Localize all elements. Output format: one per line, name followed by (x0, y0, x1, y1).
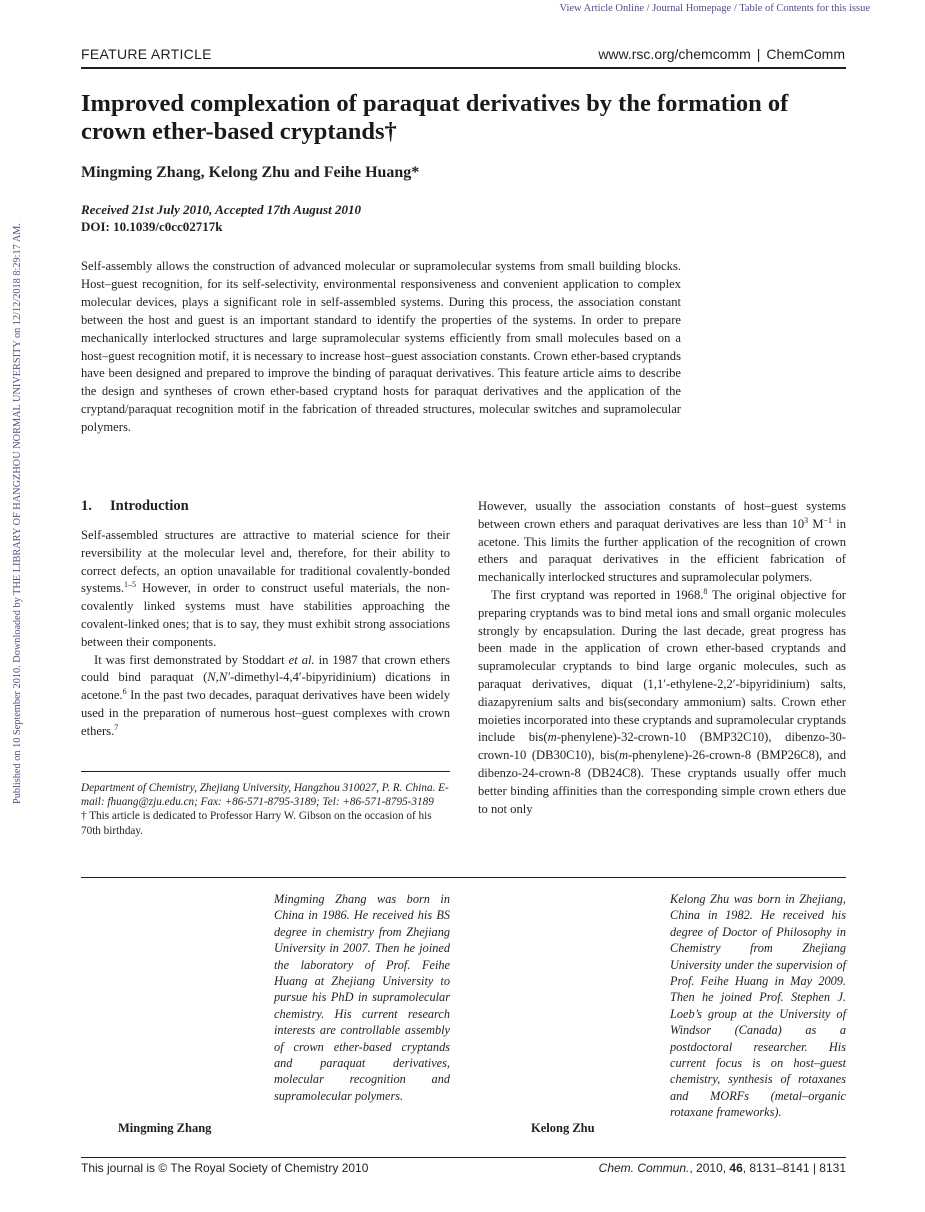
author-photo-zhang (90, 888, 260, 1113)
section-heading-introduction: 1. Introduction (81, 498, 189, 514)
text-run: However, usually the association constants of host–guest systems between crown ethers and paraquat derivatives are less than 10 (478, 499, 846, 531)
text-run: , 2010, (689, 1161, 730, 1175)
article-title: Improved complexation of paraquat derivatives by the formation of crown ether-based cryptands† (81, 90, 789, 145)
text-run-italic: N,N′ (207, 670, 230, 685)
text-run: In the past two decades, paraquat derivatives have been widely used in the preparation of numerous host–guest complexes with crown ethers. (81, 688, 450, 738)
text-run: However, in order to construct useful materials, the non-covalently linked systems must have stabilities approaching the covalent-linked ones; that is to say, they must exhibit strong associations between their components. (81, 581, 450, 649)
copyright-notice: This journal is © The Royal Society of Chemistry 2010 (81, 1161, 369, 1175)
citation-ref[interactable]: 8 (703, 586, 708, 596)
paragraph (81, 652, 450, 741)
received-dates: Received 21st July 2010, Accepted 17th August 2010 (81, 202, 361, 217)
text-run: -phenylene)-32-crown-10 (BMP32C10), dibenzo-30-crown-10 (DB30C10), bis( (478, 730, 846, 763)
body-column-left (81, 527, 450, 741)
journal-header (598, 46, 845, 62)
article-authors: Mingming Zhang, Kelong Zhu and Feihe Huang* (81, 164, 420, 181)
paragraph (478, 498, 846, 587)
author-name-zhu: Kelong Zhu (531, 1121, 595, 1135)
citation-footer (599, 1161, 846, 1175)
journal-abbrev: Chem. Commun. (598, 1161, 690, 1175)
header-separator: | (756, 46, 761, 62)
text-run: -dimethyl-4,4′-bipyridinium) dications in acetone. (81, 670, 450, 703)
journal-name: ChemComm (766, 46, 845, 62)
text-run: The first cryptand was reported in 1968. (491, 587, 704, 602)
footnote-rule (81, 771, 450, 772)
paragraph (81, 527, 450, 652)
biography-zhang: Mingming Zhang was born in China in 1986. He received his BS degree in chemistry from Zhejiang University in 2007. Then he joined the laboratory of Prof. Feihe Huang at Zhejiang University to pursue his PhD in supramolecular chemistry. His current research interests are controllable assembly of crown ether-based cryptands and paraquat derivatives, molecular recognition and supramolecular polymers. (274, 892, 450, 1103)
biography-zhu: Kelong Zhu was born in Zhejiang, China in 1982. He received his degree of Doctor of Philosophy in Chemistry from Zhejiang University under the supervision of Prof. Feihe Huang in May 2009. Then he joined Prof. Stephen J. Loeb’s group at the University of Windsor (Canada) as a postdoctoral researcher. His current focus is on host–guest chemistry, synthesis of rotaxanes and MORFs (metal–organic rotaxane frameworks). (670, 892, 846, 1120)
text-run: , 8131–8141 (742, 1161, 810, 1175)
text-run: -phenylene)-26-crown-8 (BMP26C8), and dibenzo-24-crown-8 (DB24C8). These cryptands usually offer much better binding affinities than the corresponding simple crown ethers due to not only (478, 748, 846, 816)
journal-homepage-link[interactable]: Journal Homepage (652, 3, 732, 14)
text-run-italic: et al. (288, 652, 315, 667)
link-separator: / (644, 3, 653, 14)
download-info-sidebar (12, 24, 26, 804)
header-rule (81, 67, 846, 69)
text-run: M (808, 516, 824, 531)
top-links (560, 3, 871, 14)
section-label: FEATURE ARTICLE (81, 46, 212, 62)
author-photo-zhu (488, 888, 658, 1113)
text-run: The original objective for preparing cryptands was to bind metal ions and small organic molecules strongly by encapsulation. During the last decade, great progress has been made in the application of crown ether-based cryptands and supramolecular cryptands to bind large organic molecules, such as paraquat derivatives, diquat (1,1′-ethylene-2,2′-bipyridinium) salts, diazapyrenium salts and bis(secondary ammonium) salts. Crown ether moieties incorporated into these cryptands and supramolecular cryptands include bis( (478, 587, 846, 745)
page-number: 8131 (819, 1161, 846, 1175)
superscript: −1 (823, 515, 833, 525)
citation-ref[interactable]: 1–5 (124, 580, 137, 590)
citation-ref[interactable]: 6 (122, 686, 127, 696)
text-run-italic: m (618, 748, 629, 763)
footer-rule (81, 1157, 846, 1158)
citation-ref[interactable]: 7 (114, 722, 119, 732)
paragraph (478, 587, 846, 818)
link-separator: / (731, 3, 740, 14)
text-run: in 1987 that crown ethers could bind paraquat ( (81, 652, 451, 685)
text-run-italic: m (547, 730, 557, 745)
text-run: in acetone. This limits the further application of the recognition of crown ethers and paraquat derivatives in the efficient fabrication of mechanically interlocked structures and supramolecular polymers. (478, 516, 846, 585)
dedication-note: † This article is dedicated to Professor Harry W. Gibson on the occasion of his 70th birthday. (81, 810, 432, 837)
text-run: Self-assembled structures are attractive to material science for their reversibility at the molecular level and, therefore, for their ability to correct defects, an option unavailable for traditional covalently-bonded systems. (81, 528, 450, 596)
biography-rule (81, 877, 846, 878)
text-run: It was first demonstrated by Stoddart (94, 652, 289, 667)
body-column-right (478, 498, 846, 818)
view-article-online-link[interactable]: View Article Online (559, 3, 645, 14)
abstract: Self-assembly allows the construction of advanced molecular or supramolecular systems from small building blocks. Host–guest recognition, for its self-selectivity, environmental responsiveness and convenient application to complex molecular devices, plays a significant role in self-assembled systems. During this process, the association constant between the host and guest is an important standard to identify the properties of the systems. In order to prepare mechanically interlocked structures and large supramolecular systems efficiently from small molecules based on a host–guest recognition motif, it is necessary to increase host–guest association constants. Crown ether-based cryptands have been designed and prepared to improve the binding of paraquat derivatives. This feature article aims to describe the design and syntheses of crown ether-based cryptand hosts for paraquat derivatives and the application of the cryptand/paraquat recognition motif in the fabrication of threaded structures, molecular switches and supramolecular polymers. (81, 259, 681, 435)
volume-number: 46 (729, 1161, 743, 1175)
footer-separator: | (809, 1161, 820, 1175)
footnote (81, 781, 450, 838)
affiliation: Department of Chemistry, Zhejiang University, Hangzhou 310027, P. R. China. E-mail: fhuang@zju.edu.cn; Fax: +86-571-8795-3189; Tel: +86-571-8795-3189 (81, 782, 449, 809)
superscript: 3 (804, 515, 809, 525)
table-of-contents-link[interactable]: Table of Contents for this issue (739, 3, 870, 14)
download-info-text: Published on 10 September 2010. Downloaded by THE LIBRARY OF HANGZHOU NORMAL UNIVERSITY on 12/12/2018 8:29:17 AM. (12, 223, 23, 804)
author-name-zhang: Mingming Zhang (118, 1121, 212, 1135)
journal-url[interactable]: www.rsc.org/chemcomm (598, 46, 751, 62)
article-doi[interactable]: DOI: 10.1039/c0cc02717k (81, 219, 223, 234)
